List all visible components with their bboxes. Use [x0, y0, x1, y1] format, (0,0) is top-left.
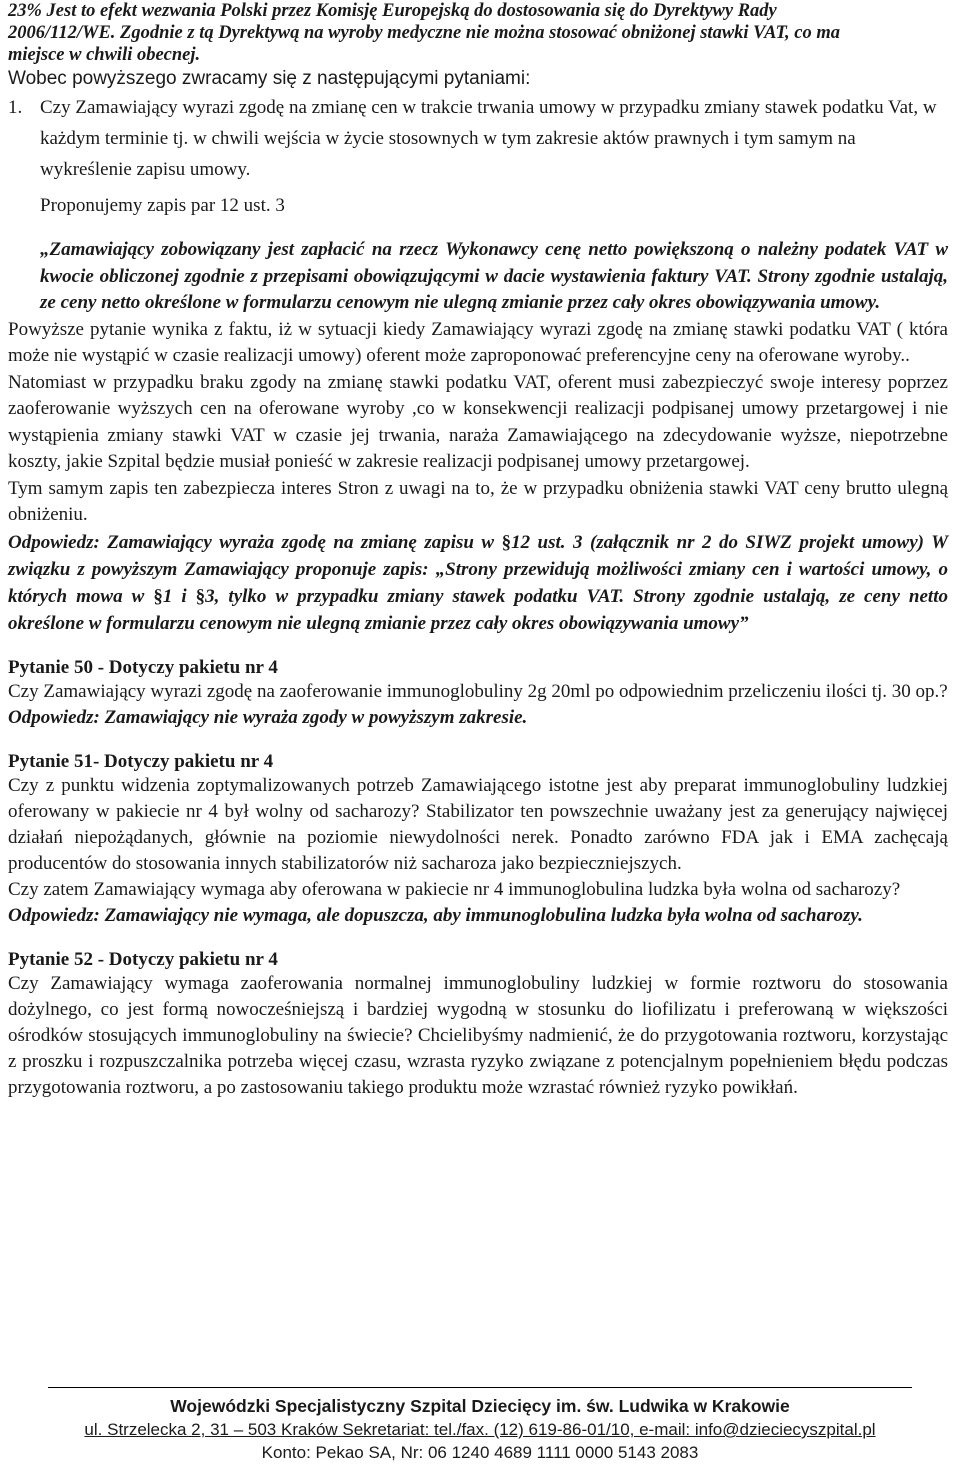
question-text: Czy z punktu widzenia zoptymalizowanych potrzeb Zamawiającego istotne jest aby preparat immunoglobuliny ludzkiej oferowany w pakiecie nr 4 był wolny od sacharozy? Stabilizator ten powszechnie uważany jest za generujący najwięcej działań niepożądanych, głównie na poziomie niewydolności nerek. Ponadto zarówno FDA jak i EMA zachęcają producentów do stosowania innych stabilizatorów niż sacharoza jako bezpieczniejszych.: [8, 774, 948, 874]
question-1: [8, 92, 948, 185]
question-50: [8, 657, 948, 731]
question-heading: Pytanie 51- Dotyczy pakietu nr 4: [8, 750, 274, 772]
bank-account: Konto: Pekao SA, Nr: 06 1240 4689 1111 0000 5143 2083: [261, 1443, 699, 1462]
intro-line: miejsce w chwili obecnej.: [8, 45, 201, 65]
question-text: Czy Zamawiający wyrazi zgodę na zaoferowanie immunoglobuliny 2g 20ml po odpowiednim przeliczeniu ilości tj. 30 op.?: [8, 680, 948, 702]
page-footer: [0, 1387, 960, 1464]
intro-line: 23% Jest to efekt wezwania Polski przez Komisję Europejską do dostosowania się do Dyrektywy Rady: [8, 1, 777, 21]
question-text: Czy zatem Zamawiający wymaga aby oferowana w pakiecie nr 4 immunoglobulina ludzka była wolna od sacharozy?: [8, 878, 901, 900]
question-heading: Pytanie 52 - Dotyczy pakietu nr 4: [8, 948, 278, 970]
proposed-clause: „Zamawiający zobowiązany jest zapłacić na rzecz Wykonawcy cenę netto powiększoną o należny podatek VAT w kwocie obliczonej zgodnie z przepisami obowiązującymi w dacie wystawienia faktury VAT. Strony zgodnie ustalają, ze ceny netto określone w formularzu cenowym nie ulegną zmianie przez cały okres obowiązywania umowy.: [40, 239, 948, 313]
answer-question-1: Odpowiedz: Zamawiający wyraża zgodę na zmianę zapisu w §12 ust. 3 (załącznik nr 2 do SIWZ projekt umowy) W związku z powyższym Zamawiający proponuje zapis: „Strony przewidują możliwości zmiany cen i wartości umowy, o których mowa w §1 i §3, tylko w przypadku zmiany stawek podatku VAT. Strony zgodnie ustalają, ze ceny netto określone w formularzu cenowym nie ulegną zmianie przez cały okres obowiązywania umowy”: [8, 531, 948, 634]
question-heading: Pytanie 50 - Dotyczy pakietu nr 4: [8, 656, 278, 678]
explanation-paragraph: Tym samym zapis ten zabezpiecza interes Stron z uwagi na to, że w przypadku obniżenia stawki VAT ceny brutto ulegną obniżeniu.: [8, 477, 948, 525]
hospital-name: Wojewódzki Specjalistyczny Szpital Dziecięcy im. św. Ludwika w Krakowie: [170, 1396, 790, 1416]
question-text: Czy Zamawiający wyrazi zgodę na zmianę cen w trakcie trwania umowy w przypadku zmiany stawek podatku Vat, w każdym terminie tj. w chwili wejścia w życie stosownych w tym zakresie aktów prawnych i tym samym na wykreślenie zapisu umowy.: [40, 97, 937, 180]
hospital-address: ul. Strzelecka 2, 31 – 503 Kraków Sekretariat: tel./fax. (12) 619-86-01/10, e-mail: info@dzieciecyszpital.pl: [84, 1420, 876, 1439]
intro-note: [8, 0, 948, 66]
question-text: Czy Zamawiający wymaga zaoferowania normalnej immunoglobuliny ludzkiej w formie roztworu do stosowania dożylnego, co jest formą nowocześniejszą i bardziej wygodną w stosunku do liofilizatu i preferowaną w większości ośrodków stosujących immunoglobuliny na świecie? Chcielibyśmy nadmienić, że do przygotowania roztworu, korzystając z proszku i rozpuszczalnika potrzeba więcej czasu, wzrasta ryzyko związane z potencjalnym popełnieniem błędu podczas przygotowania roztworu, a po zastosowaniu takiego produktu może wzrastać również ryzyko powikłań.: [8, 972, 948, 1098]
answer-text: Odpowiedz: Zamawiający nie wymaga, ale dopuszcza, aby immunoglobulina ludzka była wolna od sacharozy.: [8, 904, 863, 926]
intro-line: 2006/112/WE. Zgodnie z tą Dyrektywą na wyroby medyczne nie można stosować obniżonej stawki VAT, co ma: [8, 23, 841, 43]
question-number: 1.: [8, 97, 23, 118]
document-page: [8, 0, 948, 1101]
answer-text: Odpowiedz: Zamawiający nie wyraża zgody w powyższym zakresie.: [8, 706, 528, 728]
explanation-paragraph: Natomiast w przypadku braku zgody na zmianę stawki podatku VAT, oferent musi zabezpieczyć swoje interesy poprzez zaoferowanie wyższych cen na oferowane wyroby ,co w konsekwencji realizacji podpisanej umowy przetargowej i nie wystąpienia zmiany stawki VAT w czasie jej trwania, naraża Zamawiającego na zdecydowanie wyższe, niepotrzebne koszty, jakie Szpital będzie musiał ponieść w zakresie realizacji podpisanej umowy przetargowej.: [8, 371, 948, 472]
question-51: [8, 751, 948, 929]
question-52: [8, 949, 948, 1101]
intro-lead: Wobec powyższego zwracamy się z następującymi pytaniami:: [8, 68, 531, 89]
footer-divider: [48, 1387, 912, 1388]
explanation-paragraph: Powyższe pytanie wynika z faktu, iż w sytuacji kiedy Zamawiający wyrazi zgodę na zmianę stawki podatku VAT ( która może nie wystąpić w czasie realizacji umowy) oferent może zaproponować preferencyjne ceny na oferowane wyroby..: [8, 318, 948, 366]
proposal-line: Proponujemy zapis par 12 ust. 3: [40, 195, 285, 216]
